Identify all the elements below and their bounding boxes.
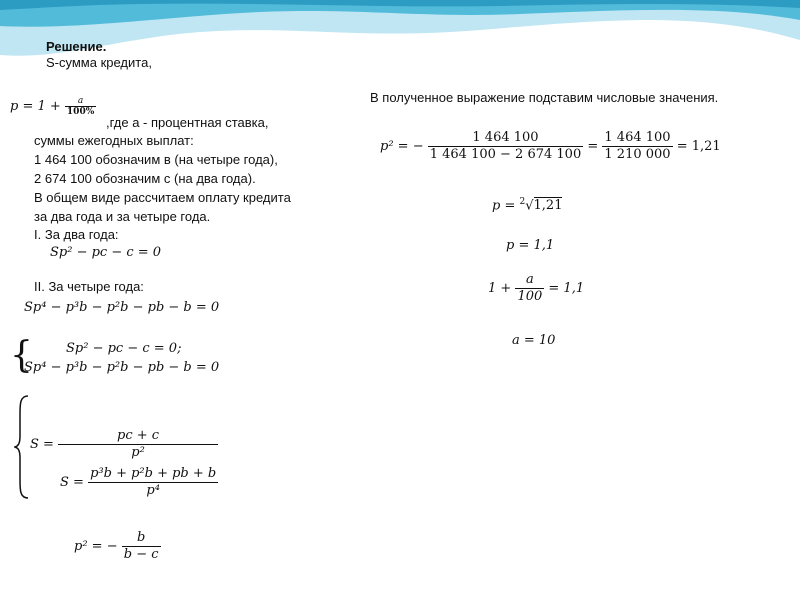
solution-heading: Решение. [46, 39, 107, 54]
p-formula-lhs: p = 1 + [10, 99, 61, 114]
a-eq-lhs: 1 + [488, 281, 512, 296]
desc-line-3: 1 464 100 обозначим в (на четыре года), [34, 152, 278, 167]
desc-line-1: ,где a - процентная ставка, [106, 115, 269, 130]
p2-formula-denominator: b − c [123, 547, 159, 562]
p-formula-denominator: 100% [66, 107, 95, 117]
p-formula-numerator: a [65, 96, 96, 107]
right-intro: В полученное выражение подставим числовые значения. [370, 90, 719, 105]
root-radicand: 1,21 [533, 198, 563, 214]
system1-eq1: Sp² − pc − c = 0; [66, 341, 182, 356]
a-value: a = 10 [512, 333, 556, 348]
numeric-substitution [380, 130, 721, 163]
root-formula [492, 197, 562, 213]
eq-four-years: Sp⁴ − p³b − p²b − pb − b = 0 [24, 300, 220, 315]
system1-eq2: Sp⁴ − p³b − p²b − pb − b = 0 [24, 360, 220, 375]
desc-line-2: суммы ежегодных выплат: [34, 133, 194, 148]
credit-definition: S-сумма кредита, [46, 55, 152, 70]
system2-s1-denominator: p² [131, 445, 145, 460]
system1-brace: { [10, 335, 33, 376]
system2-s1 [30, 428, 218, 461]
system2-s1-numerator: pc + c [58, 428, 218, 445]
two-years-label: I. За два года: [34, 227, 119, 242]
system2-s2 [60, 466, 218, 499]
four-years-label: II. За четыре года: [34, 279, 144, 294]
numeric-lhs: p² = − [380, 139, 424, 154]
a-eq-denominator: 100 [517, 289, 543, 304]
numeric-den1: 1 464 100 − 2 674 100 [429, 147, 582, 162]
numeric-eq: = [587, 139, 599, 154]
root-index: 2 [519, 197, 526, 207]
system2-s2-numerator: p³b + p²b + pb + b [90, 466, 217, 481]
p-formula [10, 96, 96, 117]
system2-brace [14, 394, 30, 500]
system2-s2-lhs: S = [60, 475, 84, 490]
a-eq-rhs: = 1,1 [548, 281, 585, 296]
numeric-den2: 1 210 000 [604, 147, 671, 162]
p2-formula [74, 530, 161, 563]
header-wave-decoration [0, 0, 800, 90]
a-eq-numerator: a [515, 272, 544, 289]
eq-two-years: Sp² − pc − c = 0 [50, 245, 162, 260]
system2-s1-lhs: S = [30, 437, 54, 452]
root-lhs: p = [492, 198, 516, 214]
root-sign: √ [525, 198, 534, 214]
numeric-num2: 1 464 100 [604, 130, 671, 145]
system2-s2-denominator: p⁴ [146, 483, 160, 498]
numeric-result: = 1,21 [676, 139, 721, 154]
p-value: p = 1,1 [506, 238, 555, 253]
p2-formula-lhs: p² = − [74, 539, 118, 554]
desc-line-4: 2 674 100 обозначим с (на два года). [34, 171, 256, 186]
numeric-num1: 1 464 100 [428, 130, 583, 147]
p2-formula-numerator: b [122, 530, 161, 547]
desc-line-6: за два года и за четыре года. [34, 209, 211, 224]
desc-line-5: В общем виде рассчитаем оплату кредита [34, 190, 291, 205]
a-equation [488, 272, 584, 305]
